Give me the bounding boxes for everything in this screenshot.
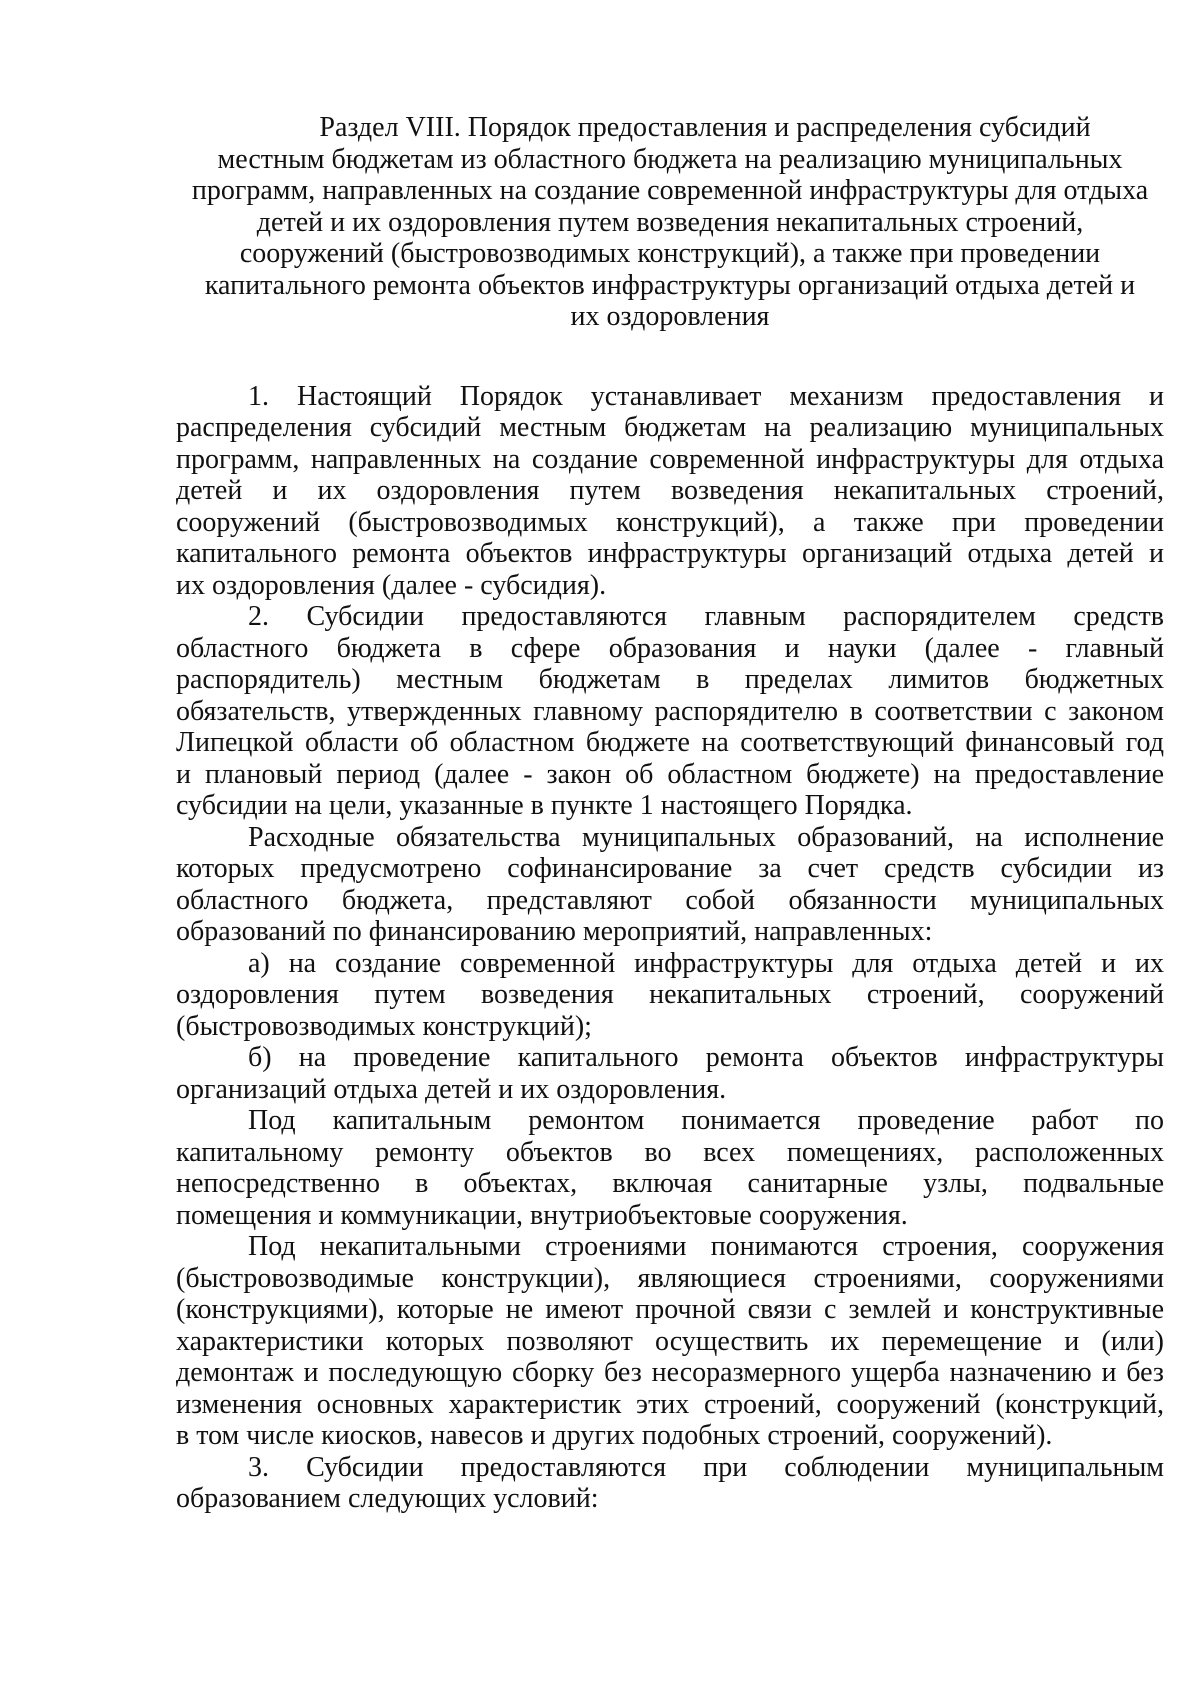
document-body xyxy=(176,381,1164,1515)
text-line: оздоровления путем возведения некапитальных строений, сооружений xyxy=(176,979,1164,1010)
text-line: организаций отдыха детей и их оздоровления. xyxy=(176,1073,727,1105)
text-line: Расходные обязательства муниципальных образований, на исполнение xyxy=(248,821,1164,853)
title-line: их оздоровления xyxy=(570,301,770,332)
text-line: непосредственно в объектах, включая санитарные узлы, подвальные xyxy=(176,1168,1164,1199)
text-line: 3. Субсидии предоставляются при соблюдении муниципальным xyxy=(248,1451,1164,1483)
text-line: их оздоровления (далее - субсидия). xyxy=(176,569,607,601)
text-line: обязательств, утвержденных главному распорядителю в соответствии с законом xyxy=(176,695,1164,727)
text-line: 2. Субсидии предоставляются главным распорядителем средств xyxy=(248,601,1164,632)
text-line: помещения и коммуникации, внутриобъектовые сооружения. xyxy=(176,1199,908,1231)
text-line: б) на проведение капитального ремонта объектов инфраструктуры xyxy=(248,1042,1164,1073)
title-line: местным бюджетам из областного бюджета на реализацию муниципальных xyxy=(217,143,1123,175)
text-line: 1. Настоящий Порядок устанавливает механизм предоставления и xyxy=(248,380,1164,412)
text-line: (быстровозводимые конструкции), являющиеся строениями, сооружениями xyxy=(176,1262,1164,1294)
text-line: а) на создание современной инфраструктуры для отдыха детей и их xyxy=(248,947,1164,979)
paragraph-item-a xyxy=(176,948,1164,1043)
title-line: Раздел VIII. Порядок предоставления и распределения субсидий xyxy=(319,112,1091,143)
text-line: (конструкциями), которые не имеют прочной связи с землей и конструктивные xyxy=(176,1294,1164,1325)
text-line: Под капитальным ремонтом понимается проведение работ по xyxy=(248,1105,1164,1136)
section-title xyxy=(176,112,1164,333)
text-line: образованием следующих условий: xyxy=(176,1483,599,1514)
text-line: изменения основных характеристик этих строений, сооружений (конструкций, xyxy=(176,1388,1164,1420)
text-line: распределения субсидий местным бюджетам на реализацию муниципальных xyxy=(176,412,1164,443)
text-line: областного бюджета в сфере образования и науки (далее - главный xyxy=(176,632,1164,664)
paragraph-capital-repair xyxy=(176,1105,1164,1231)
text-line: распорядитель) местным бюджетам в пределах лимитов бюджетных xyxy=(176,664,1164,695)
document-page xyxy=(176,112,1164,1515)
text-line: программ, направленных на создание современной инфраструктуры для отдыха xyxy=(176,443,1164,475)
paragraph-1 xyxy=(176,381,1164,602)
title-line: детей и их оздоровления путем возведения некапитальных строений, xyxy=(256,206,1084,238)
text-line: сооружений (быстровозводимых конструкций), а также при проведении xyxy=(176,506,1164,538)
text-line: и плановый период (далее - закон об областном бюджете) на предоставление xyxy=(176,758,1164,790)
text-line: областного бюджета, представляют собой обязанности муниципальных xyxy=(176,884,1164,916)
text-line: которых предусмотрено софинансирование за счет средств субсидии из xyxy=(176,853,1164,884)
text-line: капитального ремонта объектов инфраструктуры организаций отдыха детей и xyxy=(176,538,1164,569)
text-line: детей и их оздоровления путем возведения некапитальных строений, xyxy=(176,475,1164,506)
text-line: образований по финансированию мероприятий, направленных: xyxy=(176,916,933,947)
text-line: Липецкой области об областном бюджете на соответствующий финансовый год xyxy=(176,727,1164,758)
paragraph-non-capital xyxy=(176,1231,1164,1452)
paragraph-expenses xyxy=(176,822,1164,948)
text-line: Под некапитальными строениями понимаются строения, сооружения xyxy=(248,1231,1164,1262)
paragraph-3 xyxy=(176,1452,1164,1515)
title-line: капитального ремонта объектов инфраструктуры организаций отдыха детей и xyxy=(204,269,1136,301)
text-line: (быстровозводимых конструкций); xyxy=(176,1010,592,1042)
text-line: характеристики которых позволяют осуществить их перемещение и (или) xyxy=(176,1325,1164,1357)
text-line: в том числе киосков, навесов и других подобных строений, сооружений). xyxy=(176,1420,1053,1451)
text-line: капитальному ремонту объектов во всех помещениях, расположенных xyxy=(176,1136,1164,1168)
paragraph-item-b xyxy=(176,1042,1164,1105)
text-line: субсидии на цели, указанные в пункте 1 настоящего Порядка. xyxy=(176,790,913,821)
text-line: демонтаж и последующую сборку без несоразмерного ущерба назначению и без xyxy=(176,1357,1164,1388)
paragraph-2 xyxy=(176,601,1164,822)
title-line: программ, направленных на создание современной инфраструктуры для отдыха xyxy=(191,175,1149,206)
title-line: сооружений (быстровозводимых конструкций), а также при проведении xyxy=(239,238,1101,269)
